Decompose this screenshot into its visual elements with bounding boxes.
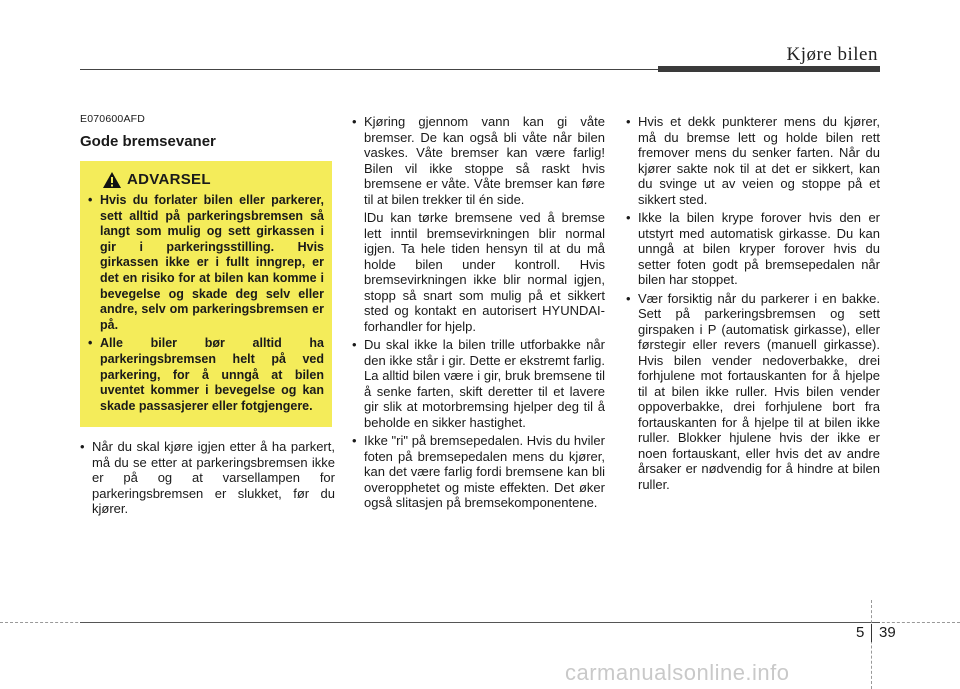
list-item: • Du skal ikke la bilen trille utforbakke når den ikke står i gir. Dette er ekstremt farlig. La alltid bilen være i gir, bruk bremsene til å senke farten, skift deretter til et lavere gir slik at motorbremsing hjelper deg til å beholde en sikker hastighet. [352, 337, 605, 430]
bullet-list [352, 337, 605, 511]
warning-list [88, 193, 324, 414]
list-item: • Hvis et dekk punkterer mens du kjører, må du bremse lett og holde bilen rett fremover mens du senker farten. Når du kjører sakte nok til at det er sikkert, kan du svinge ut av veien og stoppe på et sikkert sted. [626, 114, 880, 207]
header-accent-bar [658, 66, 880, 72]
column-left [80, 112, 335, 520]
warning-box [80, 161, 332, 427]
warning-label: ADVARSEL [127, 171, 211, 189]
list-item: • Ikke la bilen krype forover hvis den er utstyrt med automatisk girkasse. Du kan unngå at bilen kryper forover hvis du setter foten godt på bremsepedalen når bilen har stoppet. [626, 210, 880, 288]
chapter-number: 5 [856, 624, 865, 641]
list-item: • Vær forsiktig når du parkerer i en bakke. Sett på parkeringsbremsen og sett girspaken i P (automatisk girkasse), eller førstegir eller revers (manuell girkasse). Hvis bilen vender nedoverbakke, drei forhjulene mot fortauskanten for å hjelpe til at bilen ikke ruller. Hvis bilen vender oppoverbakke, drei forhjulene bort fra fortauskanten for å hjelpe til at bilen ikke ruller. Blokker hjulene hvis der ikke er noen fortauskant, eller hvis det av andre årsaker er nødvendig for å hindre at bilen ruller. [626, 291, 880, 493]
list-item: • Når du skal kjøre igjen etter å ha parkert, må du se etter at parkeringsbremsen ikke er på og at varsellampen for parkeringsbremsen er slukket, før du kjører. [80, 439, 335, 517]
page-number-separator [871, 624, 872, 642]
bullet-list [352, 114, 605, 207]
warning-header [102, 171, 324, 189]
warning-triangle-icon [102, 171, 122, 189]
warning-item: • Hvis du forlater bilen eller parkerer, sett alltid på parkeringsbremsen så langt som mulig og sett girkassen i gir i parkeringsstilling. Hvis girkassen ikke er i fullt inngrep, er det en risiko for at bilen kan komme i bevegelse og skade deg selv eller andre, selv om parkeringsbremsen er på. [88, 193, 324, 333]
page-number: 39 [879, 624, 896, 641]
list-item: • Ikke "ri" på bremsepedalen. Hvis du hviler foten på bremsepedalen mens du kjører, kan det være farlig fordi bremsene kan bli overopphetet og miste effekten. Det øker også slitasjen på bremsekomponentene. [352, 433, 605, 511]
section-code: E070600AFD [80, 113, 146, 125]
paragraph: lDu kan tørke bremsene ved å bremse lett inntil bremsevirkningen blir normal igjen. Ta hele tiden hensyn til at du må holde bilen under kontroll. Hvis bremsevirkningen ikke blir normal igjen, stopp så snart som mulig på et sikkert sted og kontakt en autorisert HYUNDAI-forhandler for hjelp. [364, 210, 605, 334]
column-middle [352, 114, 605, 514]
bullet-list [626, 114, 880, 492]
watermark: carmanualsonline.info [565, 660, 790, 685]
list-item: • Kjøring gjennom vann kan gi våte bremser. De kan også bli våte når bilen vaskes. Våte bremser kan være farlig! Bilen vil ikke stoppe så raskt hvis bremsene er våte. Våte bremser kan føre til at bilen trekker til én side. [352, 114, 605, 207]
header-divider [80, 69, 658, 70]
page-header-title: Kjøre bilen [786, 44, 878, 65]
crop-mark-vertical [871, 600, 872, 689]
column-right [626, 114, 880, 495]
footer-divider [80, 622, 880, 623]
warning-item: • Alle biler bør alltid ha parkeringsbremsen helt på ved parkering, for å unngå at bilen uventet kommer i bevegelse og kan skade passasjerer eller fotgjengere. [88, 336, 324, 414]
bullet-list [80, 439, 335, 517]
section-title: Gode bremsevaner [80, 132, 216, 150]
